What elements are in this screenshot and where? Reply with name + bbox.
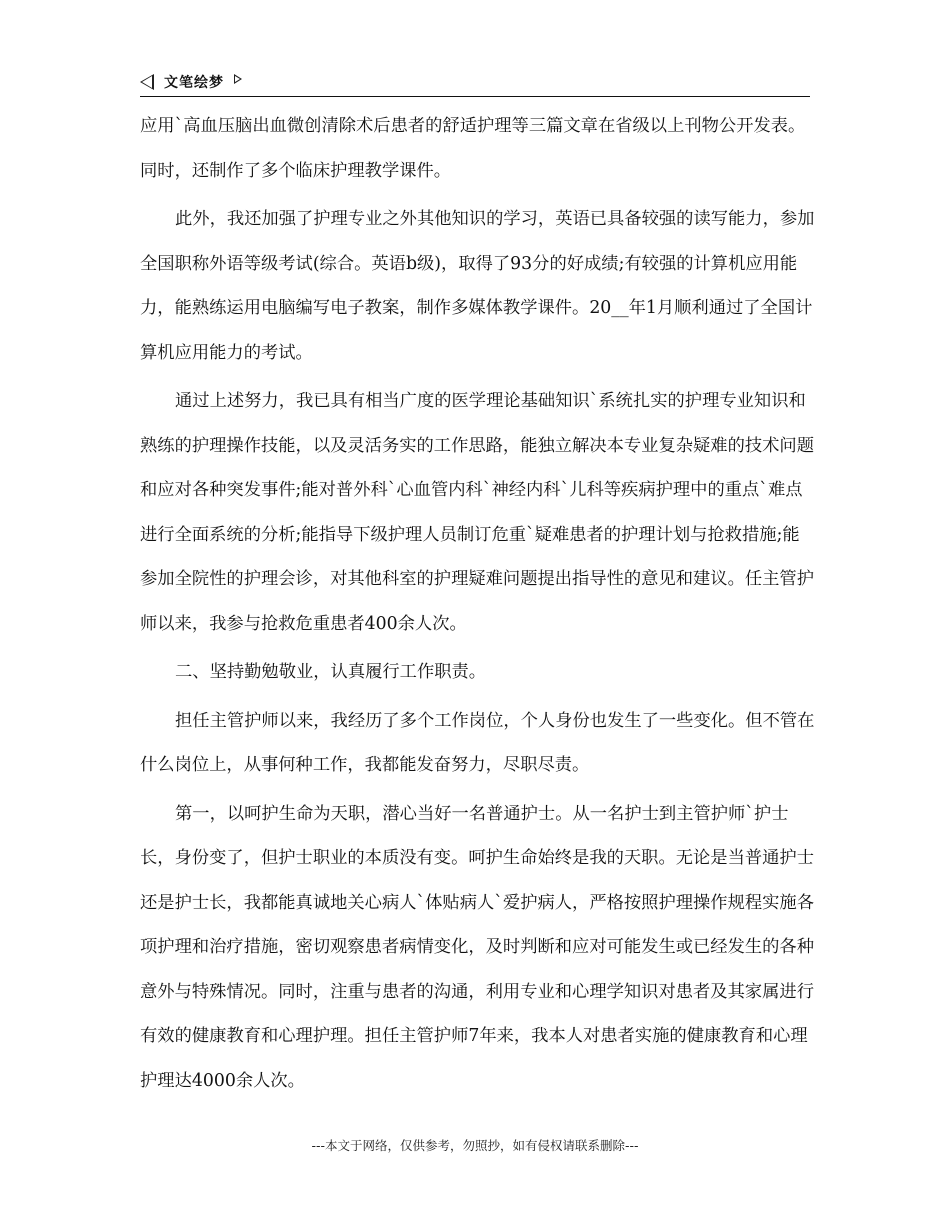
triangle-right-icon [234, 74, 242, 84]
header-divider [140, 96, 810, 97]
footer-disclaimer: ---本文于网络，仅供参考，勿照抄，如有侵权请联系删除--- [311, 1138, 639, 1153]
section-heading: 二、坚持勤勉敬业，认真履行工作职责。 [175, 662, 487, 682]
paragraph: 第一，以呵护生命为天职，潜心当好一名普通护士。从一名护士到主管护师`护士长，身份变了，但护士职业的本质没有变。呵护生命始终是我的天职。无论是当普通护士还是护士长，我都能真诚地关心病人`体贴病人`爱护病人，严格按照护理操作规程实施各项护理和治疗措施，密切观察患者病情变化，及时判断和应对可能发生或已经发生的各种意外与特殊情况。同时，注重与患者的沟通，利用专业和心理学知识对患者及其家属进行有效的健康教育和心理护理。担任主管护师7年来，我本人对患者实施的健康教育和心理护理达4000余人次。 [140, 803, 814, 1091]
triangle-left-icon [140, 74, 154, 90]
brand-title: 文笔绘梦 [164, 75, 224, 91]
paragraph: 担任主管护师以来，我经历了多个工作岗位，个人身份也发生了一些变化。但不管在什么岗位上，从事何种工作，我都能发奋努力，尽职尽责。 [140, 710, 815, 775]
paragraph: 此外，我还加强了护理专业之外其他知识的学习，英语已具备较强的读写能力，参加全国职称外语等级考试(综合。英语b级)，取得了93分的好成绩;有较强的计算机应用能力，能熟练运用电脑编写电子教案，制作多媒体教学课件。20__年1月顺利通过了全国计算机应用能力的考试。 [140, 209, 815, 363]
document-body [140, 104, 816, 1107]
paragraph-continued: 应用`高血压脑出血微创清除术后患者的舒适护理等三篇文章在省级以上刊物公开发表。同时，还制作了多个临床护理教学课件。 [140, 116, 806, 181]
page-header [140, 70, 810, 96]
paragraph: 通过上述努力，我已具有相当广度的医学理论基础知识`系统扎实的护理专业知识和熟练的护理操作技能，以及灵活务实的工作思路，能独立解决本专业复杂疑难的技术问题和应对各种突发事件;能对普外科`心血管内科`神经内科`儿科等疾病护理中的重点`难点进行全面系统的分析;能指导下级护理人员制订危重`疑难患者的护理计划与抢救措施;能参加全院性的护理会诊，对其他科室的护理疑难问题提出指导性的意见和建议。任主管护师以来，我参与抢救危重患者400余人次。 [140, 391, 814, 634]
